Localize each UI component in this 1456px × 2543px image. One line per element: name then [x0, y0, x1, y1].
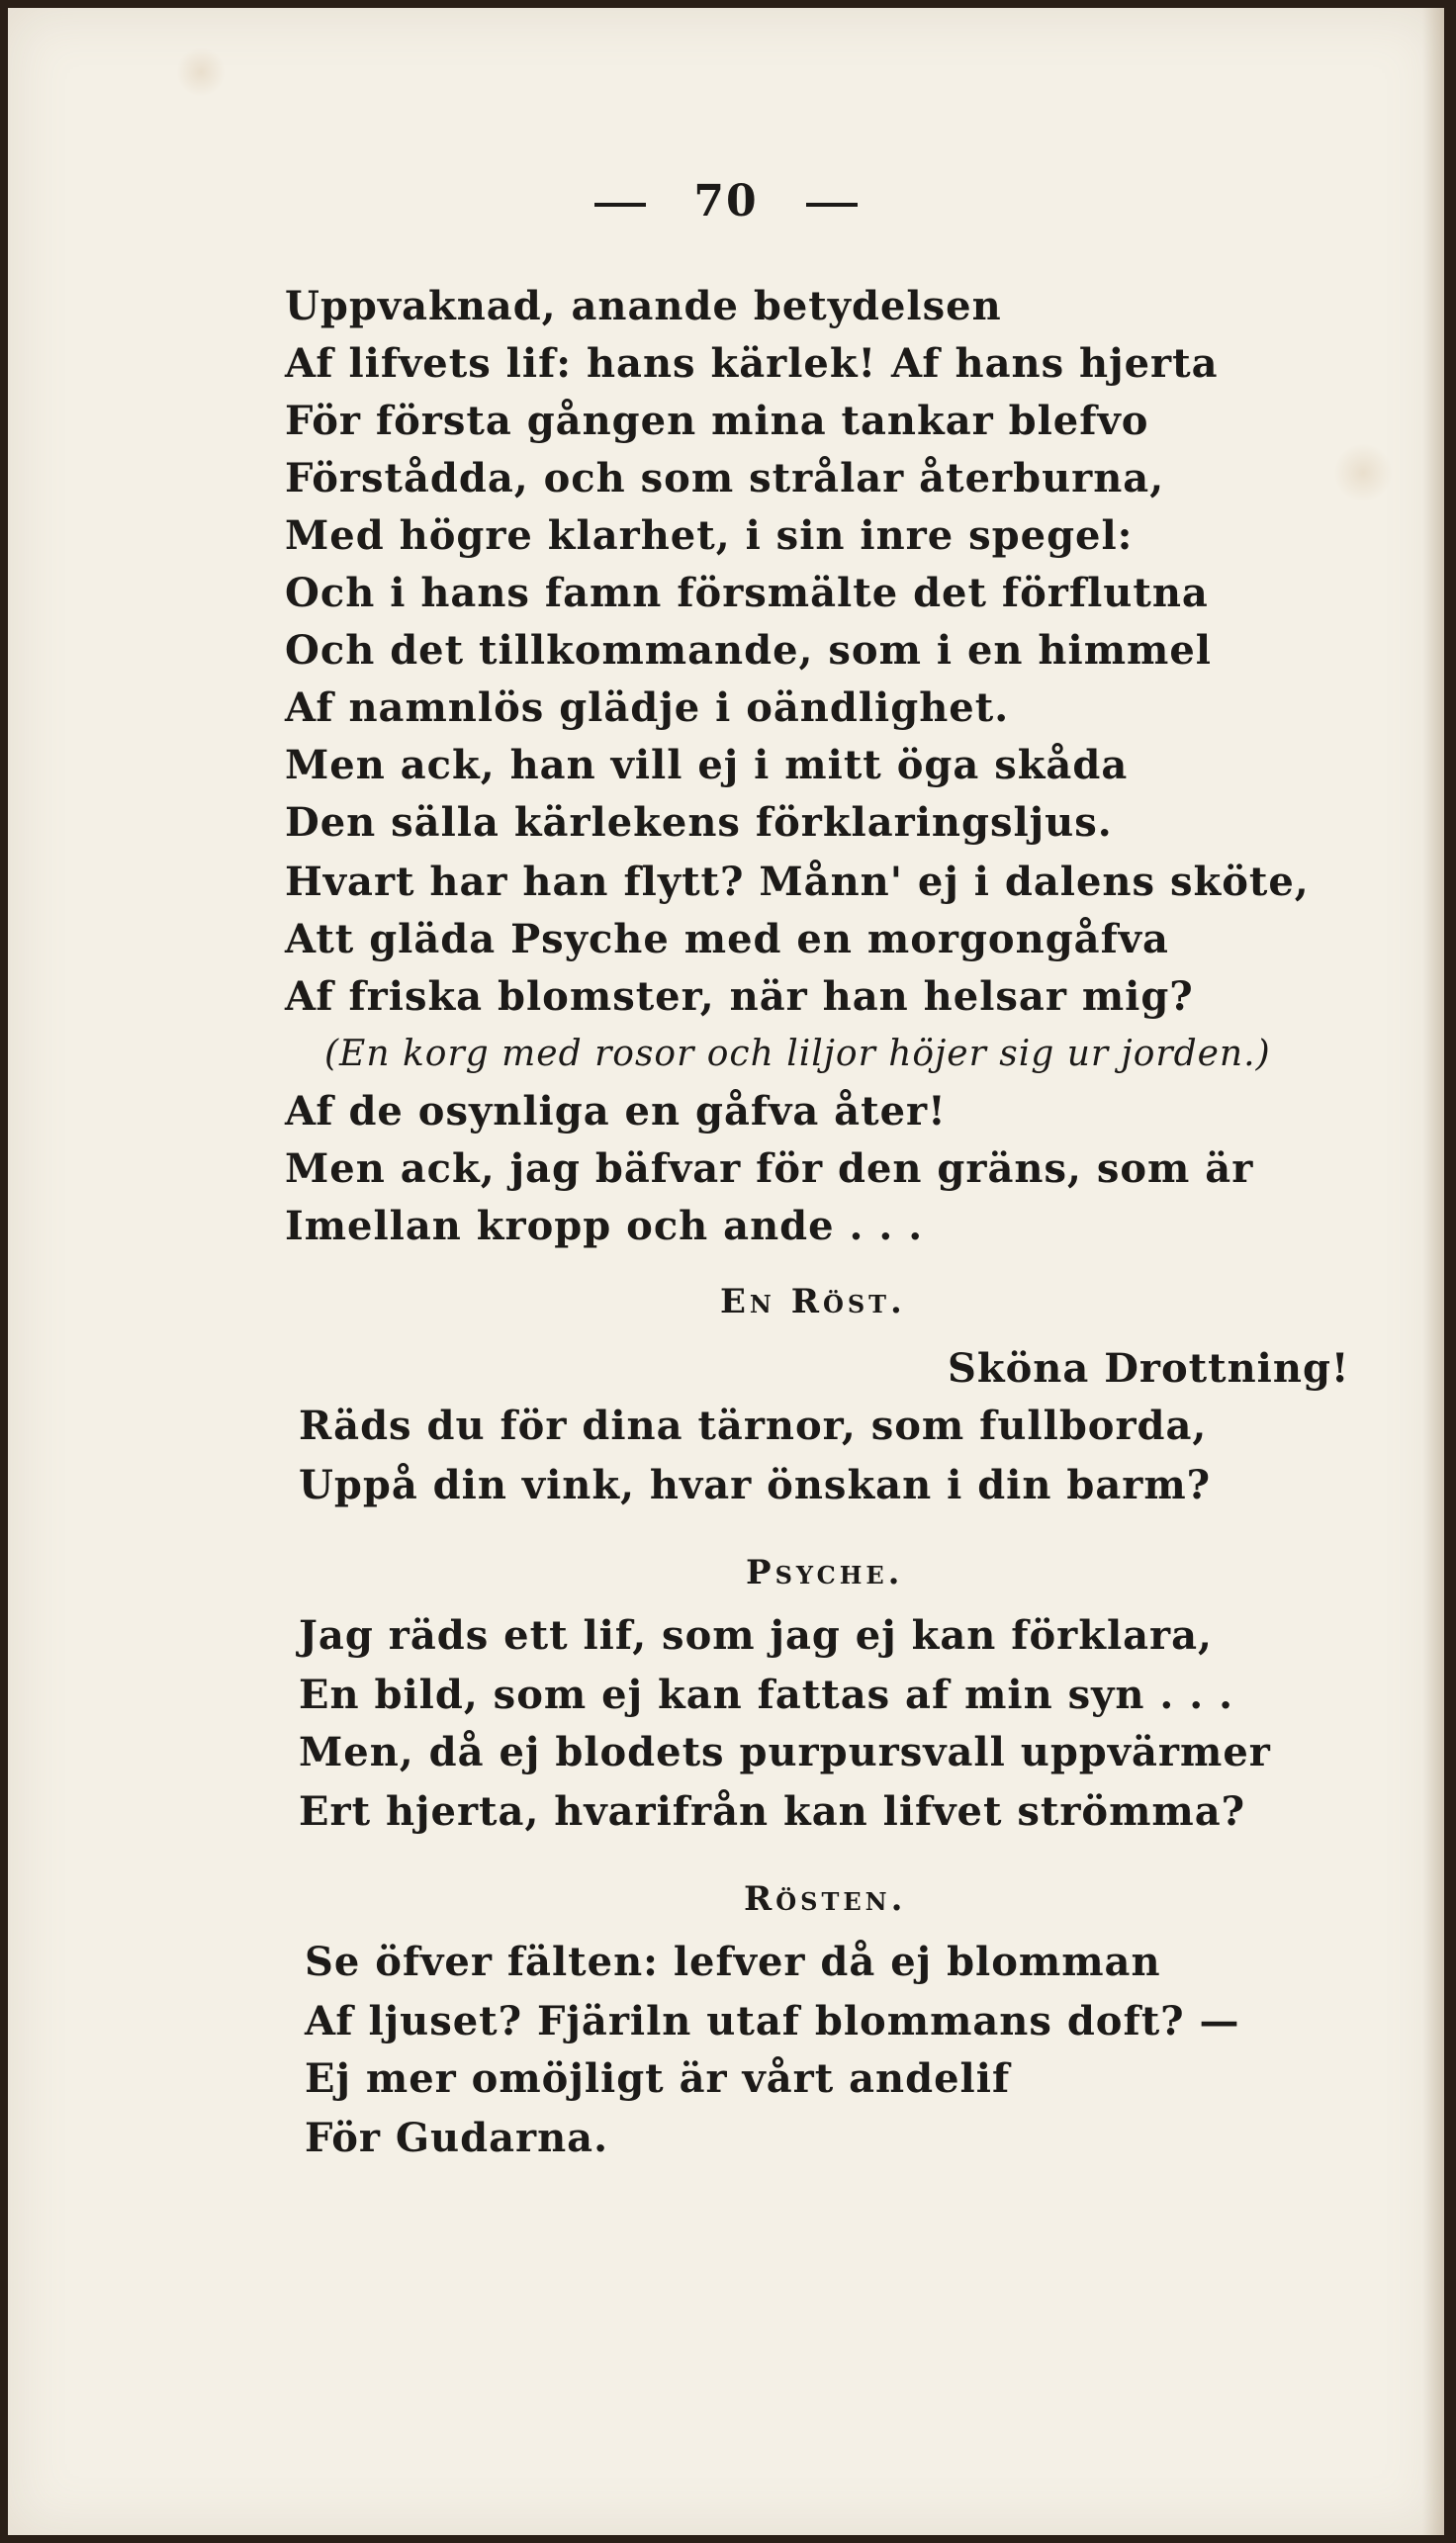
verse-line: Men, då ej blodets purpursvall uppvärmer — [299, 1729, 1271, 1775]
speaker-name: Psyche. — [746, 1553, 904, 1592]
verse-line: Och det tillkommande, som i en himmel — [285, 627, 1212, 674]
verse-line: Att gläda Psyche med en morgongåfva — [285, 916, 1169, 962]
verse-line: Imellan kropp och ande . . . — [285, 1203, 924, 1249]
verse-line: Ej mer omöjligt är vårt andelif — [305, 2055, 1011, 2102]
book-page — [8, 8, 1444, 2535]
header-dash-right — [806, 203, 858, 207]
stage-direction: (En korg med rosor och liljor höjer sig ur jorden.) — [324, 1034, 1271, 1074]
verse-line: Af friska blomster, när han helsar mig? — [285, 973, 1194, 1020]
paper-stain — [1333, 443, 1393, 502]
verse-line: Den sälla kärlekens förklaringsljus. — [285, 799, 1113, 846]
page-edge-shadow — [1422, 8, 1444, 2535]
verse-line: Se öfver fälten: lefver då ej blomman — [305, 1939, 1161, 1985]
verse-line: Och i hans famn försmälte det förflutna — [285, 570, 1209, 616]
verse-line: För Gudarna. — [305, 2115, 609, 2161]
verse-line: För första gången mina tankar blefvo — [285, 398, 1149, 444]
paper-stain — [176, 47, 226, 97]
verse-line: En bild, som ej kan fattas af min syn . . . — [299, 1672, 1234, 1718]
verse-line: Förstådda, och som strålar återburna, — [285, 455, 1165, 501]
page-header — [8, 176, 1444, 227]
verse-line: Sköna Drottning! — [948, 1345, 1350, 1392]
header-dash-left — [594, 203, 646, 207]
verse-line: Med högre klarhet, i sin inre spegel: — [285, 512, 1134, 559]
speaker-name: Rösten. — [744, 1879, 907, 1919]
speaker-name: En Röst. — [720, 1282, 906, 1321]
verse-line: Ert hjerta, hvarifrån kan lifvet strömma? — [299, 1788, 1246, 1835]
verse-line: Men ack, han vill ej i mitt öga skåda — [285, 742, 1129, 788]
verse-line: Men ack, jag bäfvar för den gräns, som är — [285, 1145, 1254, 1192]
verse-line: Uppvaknad, anande betydelsen — [285, 283, 1002, 329]
verse-line: Af de osynliga en gåfva åter! — [285, 1088, 947, 1135]
verse-line: Räds du för dina tärnor, som fullborda, — [299, 1403, 1208, 1449]
verse-line: Uppå din vink, hvar önskan i din barm? — [299, 1462, 1212, 1508]
verse-line: Af lifvets lif: hans kärlek! Af hans hjerta — [285, 340, 1219, 387]
verse-line: Af namnlös glädje i oändlighet. — [285, 684, 1010, 731]
verse-line: Hvart har han flytt? Månn' ej i dalens sköte, — [285, 859, 1310, 905]
verse-line: Af ljuset? Fjäriln utaf blommans doft? — — [305, 1998, 1240, 2044]
page-number: 70 — [693, 176, 759, 227]
verse-line: Jag räds ett lif, som jag ej kan förklara, — [299, 1612, 1213, 1659]
